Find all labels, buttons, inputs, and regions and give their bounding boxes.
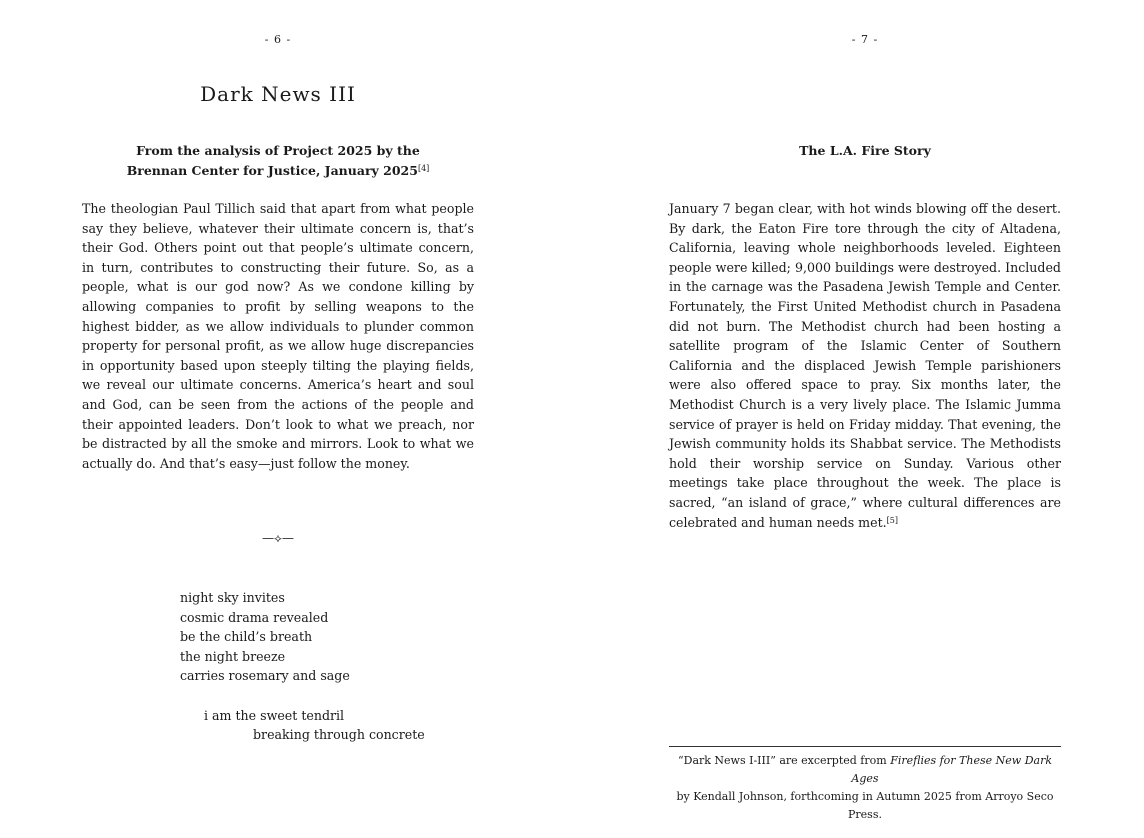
book-title: Fireflies for These New Dark Ages bbox=[851, 754, 1052, 785]
left-page bbox=[0, 0, 560, 838]
body-paragraph bbox=[669, 199, 1061, 532]
subtitle-line-1: From the analysis of Project 2025 by the bbox=[136, 143, 420, 158]
footnote-rule bbox=[669, 746, 1061, 747]
body-text: January 7 began clear, with hot winds blowing off the desert. By dark, the Eaton Fire tore through the city of Altadena, California, leaving whole neighborhoods leveled. Eighteen people were killed; 9,000 buildings were destroyed. Included in the carnage was the Pasadena Jewish Temple and Center. Fortunately, the First United Methodist church in Pasadena did not burn. The Methodist church had been hosting a satellite program of the Islamic Center of Southern California and the displaced Jewish Temple parishioners were also offered space to pray. Six months later, the Methodist Church is a very lively place. The Islamic Jumma service of prayer is held on Friday midday. That evening, the Jewish community holds its Shabbat service. The Methodists hold their worship service on Sunday. Various other meetings take place throughout the week. The place is sacred, “an island of grace,” where cultural differences are celebrated and human needs met. bbox=[669, 201, 1061, 530]
poem-line: carries rosemary and sage bbox=[180, 668, 350, 684]
poem-line: night sky invites bbox=[180, 590, 285, 605]
page-number: - 6 - bbox=[264, 33, 292, 46]
footnote-reference[interactable]: [5] bbox=[886, 515, 898, 525]
poem-line: be the child’s breath bbox=[180, 629, 313, 645]
footnote bbox=[669, 752, 1061, 824]
poem-line: i am the sweet tendril bbox=[204, 707, 345, 723]
poem-line: the night breeze bbox=[180, 648, 286, 664]
footnote-reference[interactable]: [4] bbox=[417, 163, 430, 173]
right-page bbox=[586, 0, 1144, 838]
footnote-line-2: by Kendall Johnson, forthcoming in Autumn 2025 from Arroyo Seco Press. bbox=[676, 790, 1054, 821]
section-title: Dark News III bbox=[200, 82, 356, 106]
section-title: The L.A. Fire Story bbox=[799, 143, 931, 158]
section-divider: —⟡— bbox=[262, 531, 294, 545]
body-paragraph: The theologian Paul Tillich said that apart from what people say they believe, whatever their ultimate concern is, that’s their God. Others point out that people’s ultimate concern, in turn, contributes to constructing their future. So, as a people, what is our god now? As we condone killing by allowing companies to profit by selling weapons to the highest bidder, as we allow individuals to plunder common property for personal profit, as we allow huge discrepancies in opportunity based upon steeply tilting the playing fields, we reveal our ultimate concerns. America’s heart and soul and God, can be seen from the actions of the people and their appointed leaders. Don’t look to what we preach, nor be distracted by all the smoke and mirrors. Look to what we actually do. And that’s easy—just follow the money. bbox=[82, 201, 474, 471]
section-subtitle bbox=[0, 141, 556, 180]
footnote-prefix: “Dark News I-III” are excerpted from bbox=[678, 754, 891, 767]
poem-line: breaking through concrete bbox=[253, 727, 425, 743]
poem bbox=[180, 588, 425, 745]
poem-line: cosmic drama revealed bbox=[180, 609, 329, 625]
subtitle-line-2: Brennan Center for Justice, January 2025 bbox=[126, 162, 418, 178]
stanza-break bbox=[180, 686, 425, 706]
page-number: - 7 - bbox=[851, 33, 879, 46]
